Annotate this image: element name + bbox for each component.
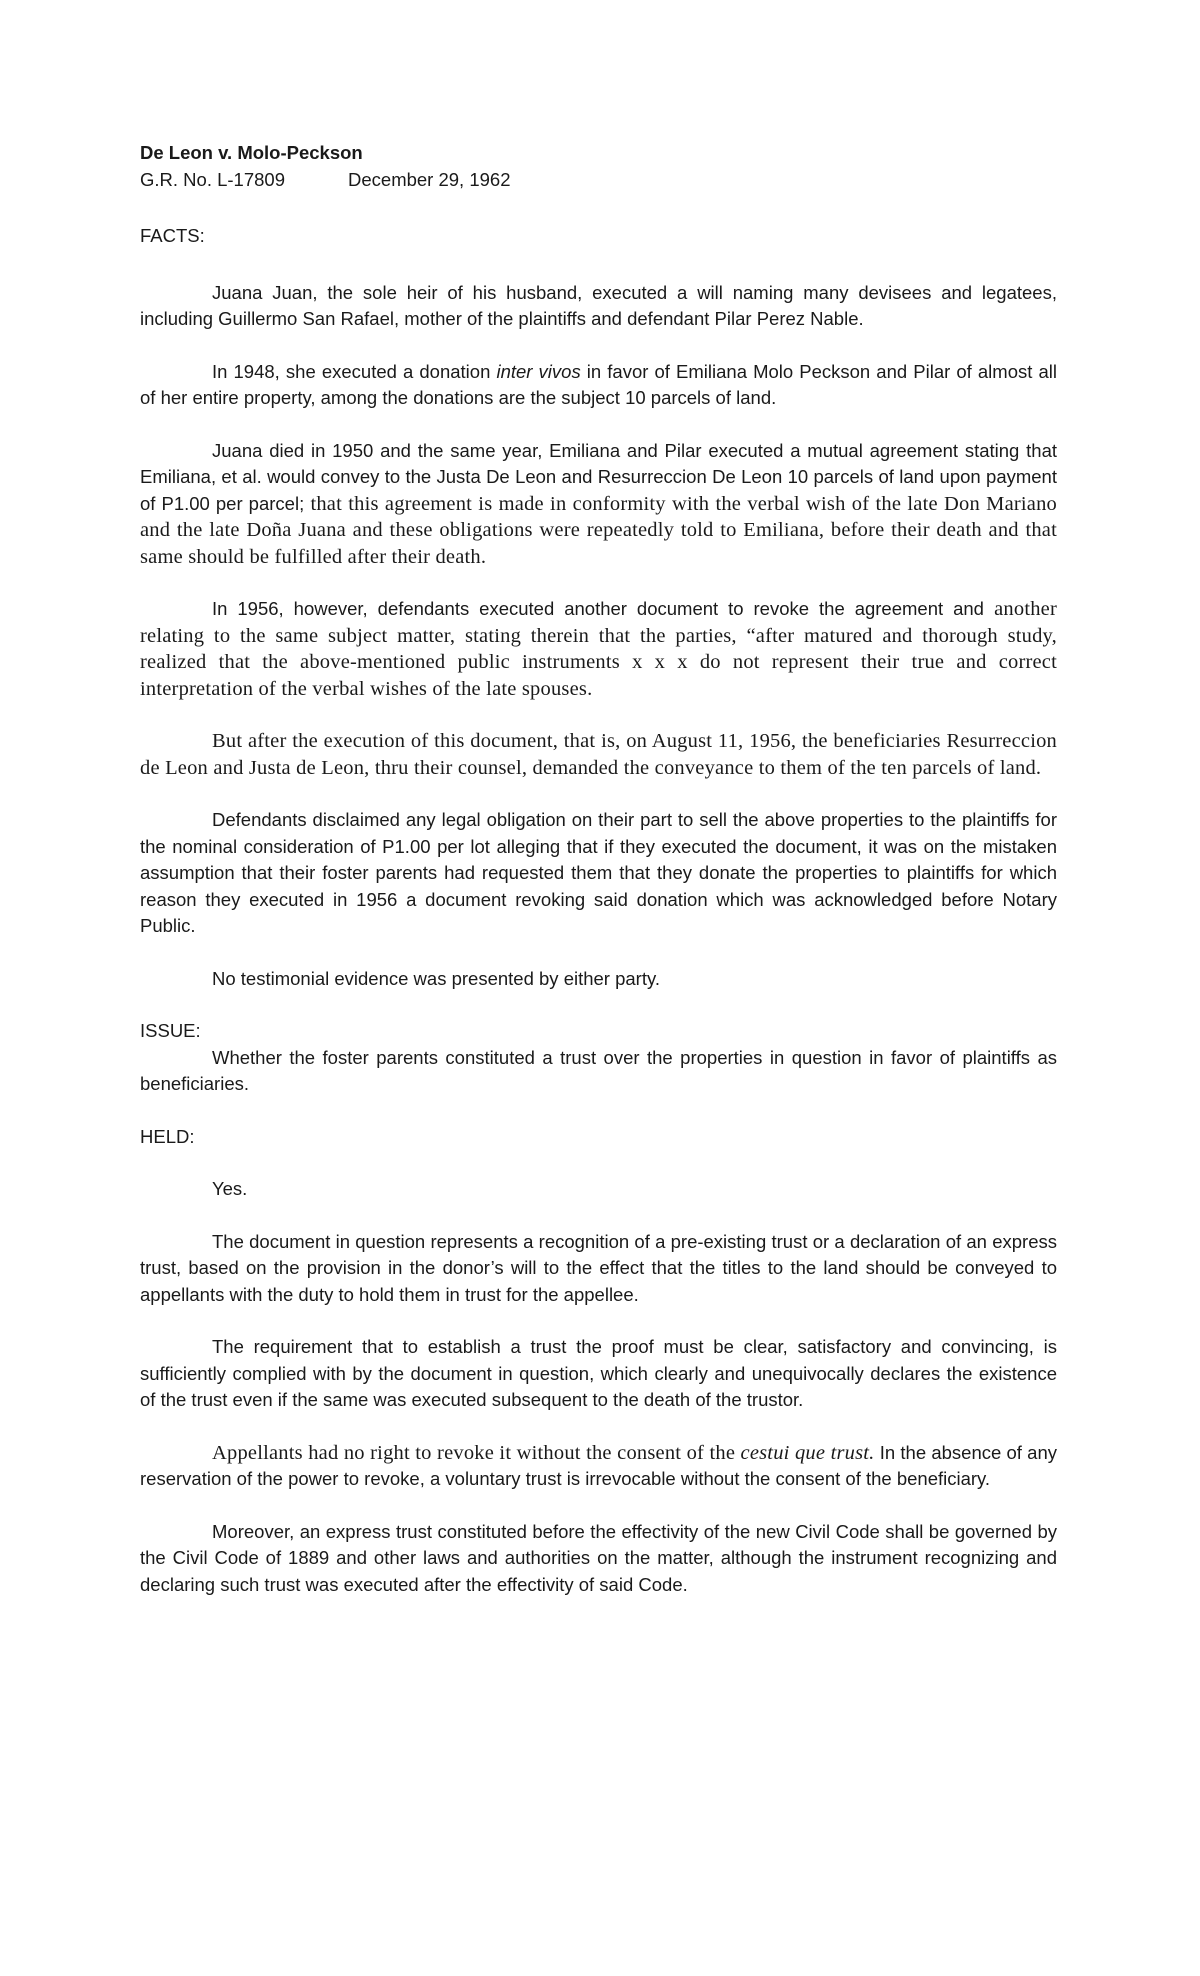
- case-meta: [140, 167, 1057, 194]
- issue-paragraph-1: Whether the foster parents constituted a trust over the properties in question in favor of plaintiffs as beneficiaries.: [140, 1046, 1057, 1094]
- facts-paragraph-7: No testimonial evidence was presented by either party.: [212, 967, 661, 989]
- facts-paragraph-5: But after the execution of this document, that is, on August 11, 1956, the beneficiaries Resurreccion de Leon and Justa de Leon, thru their counsel, demanded the conveyance to them of the ten parcels of land.: [140, 730, 1057, 779]
- facts-p2-italic: inter vivos: [496, 360, 581, 382]
- held-paragraph-5: Moreover, an express trust constituted before the effectivity of the new Civil Code shall be governed by the Civil Code of 1889 and other laws and authorities on the matter, although the instrument recognizing and declaring such trust was executed after the effectivity of said Code.: [140, 1520, 1057, 1595]
- facts-p2-text-b: in favor of Emiliana Molo Peckson and Pilar of almost all of her entire property, among the donations are the subject 10 parcels of land.: [140, 360, 1057, 408]
- facts-p2-text-a: In 1948, she executed a donation: [212, 360, 497, 382]
- document-page: [140, 140, 1057, 1598]
- held-p4-serif-italic: cestui que trust.: [740, 1441, 875, 1464]
- held-p4-sans: In the absence of any reservation of the power to revoke, a voluntary trust is irrevocable without the consent of the beneficiary.: [140, 1441, 1057, 1489]
- facts-heading: FACTS:: [140, 225, 205, 246]
- case-date: December 29, 1962: [348, 168, 511, 190]
- case-number: G.R. No. L-17809: [140, 168, 285, 190]
- held-paragraph-2: The document in question represents a recognition of a pre-existing trust or a declaration of an express trust, based on the provision in the donor’s will to the effect that the titles to the land should be conveyed to appellants with the duty to hold them in trust for the appellee.: [140, 1230, 1057, 1305]
- case-title: De Leon v. Molo-Peckson: [140, 142, 363, 163]
- held-heading: HELD:: [140, 1125, 195, 1147]
- held-p4-serif: Appellants had no right to revoke it without the consent of the: [212, 1441, 741, 1464]
- facts-paragraph-3: [140, 438, 1057, 571]
- facts-p4-sans: In 1956, however, defendants executed another document to revoke the agreement and: [212, 598, 984, 619]
- facts-p3-serif: that this agreement is made in conformity with the verbal wish of the late Don Mariano and the late Doña Juana and these obligations were repeatedly told to Emiliana, before their death and that same should be fulfilled after their death.: [140, 492, 1057, 568]
- held-paragraph-4: [140, 1440, 1057, 1493]
- facts-paragraph-4: [140, 596, 1057, 702]
- issue-heading: ISSUE:: [140, 1020, 201, 1041]
- facts-paragraph-6: Defendants disclaimed any legal obligation on their part to sell the above properties to the plaintiffs for the nominal consideration of P1.00 per lot alleging that if they executed the document, it was on the mistaken assumption that their foster parents had requested them that they donate the properties to plaintiffs for which reason they executed in 1956 a document revoking said donation which was acknowledged before Notary Public.: [140, 809, 1057, 936]
- facts-paragraph-1: Juana Juan, the sole heir of his husband, executed a will naming many devisees and legatees, including Guillermo San Rafael, mother of the plaintiffs and defendant Pilar Perez Nable.: [140, 281, 1057, 329]
- held-paragraph-3: The requirement that to establish a trust the proof must be clear, satisfactory and convincing, is sufficiently complied with by the document in question, which clearly and unequivocally declares the existence of the trust even if the same was executed subsequent to the death of the trustor.: [140, 1336, 1057, 1410]
- held-paragraph-1: Yes.: [212, 1178, 248, 1199]
- facts-p3-sans: Juana died in 1950 and the same year, Emiliana and Pilar executed a mutual agreement stating that Emiliana, et al. would convey to the Justa De Leon and Resurreccion De Leon 10 parcels of land upon payment of P1.00 per parcel;: [140, 439, 1057, 514]
- facts-paragraph-2: [140, 359, 1057, 412]
- facts-p4-serif: another relating to the same subject matter, stating therein that the parties, “after matured and thorough study, realized that the above-mentioned public instruments x x x do not represent their true and correct interpretation of the verbal wishes of the late spouses.: [140, 598, 1057, 700]
